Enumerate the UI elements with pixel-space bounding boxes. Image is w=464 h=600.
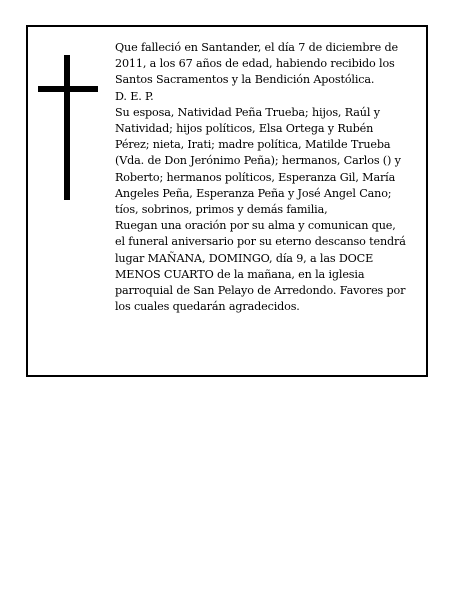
rest-in-peace-line: D. E. P. [115,89,154,103]
family-paragraph: Su esposa, Natividad Peña Trueba; hijos, Raúl y Natividad; hijos políticos, Elsa Ortega y Rubén Pérez; nieta, Irati; madre política, Matilde Trueba (Vda. de Don Jerónimo Peña); hermanos, Carlos () y Roberto; hermanos políticos, Esperanza Gil, María Angeles Peña, Esperanza Peña y José Angel Cano; tíos, sobrinos, primos y demás familia, [115,105,401,217]
cross-icon [38,55,98,200]
obituary-text [115,40,407,315]
funeral-details-paragraph: Ruegan una oración por su alma y comunican que, el funeral aniversario por su eterno descanso tendrá lugar MAÑANA, DOMINGO, día 9, a las DOCE MENOS CUARTO de la mañana, en la iglesia parroquial de San Pelayo de Arredondo. Favores por los cuales quedarán agradecidos. [115,219,406,314]
cross-horizontal-bar [38,86,98,92]
cross-vertical-bar [64,55,70,200]
death-announcement-paragraph: Que falleció en Santander, el día 7 de diciembre de 2011, a los 67 años de edad, habiendo recibido los Santos Sacramentos y la Bendición Apostólica. [115,41,398,87]
obituary-notice [26,25,428,377]
